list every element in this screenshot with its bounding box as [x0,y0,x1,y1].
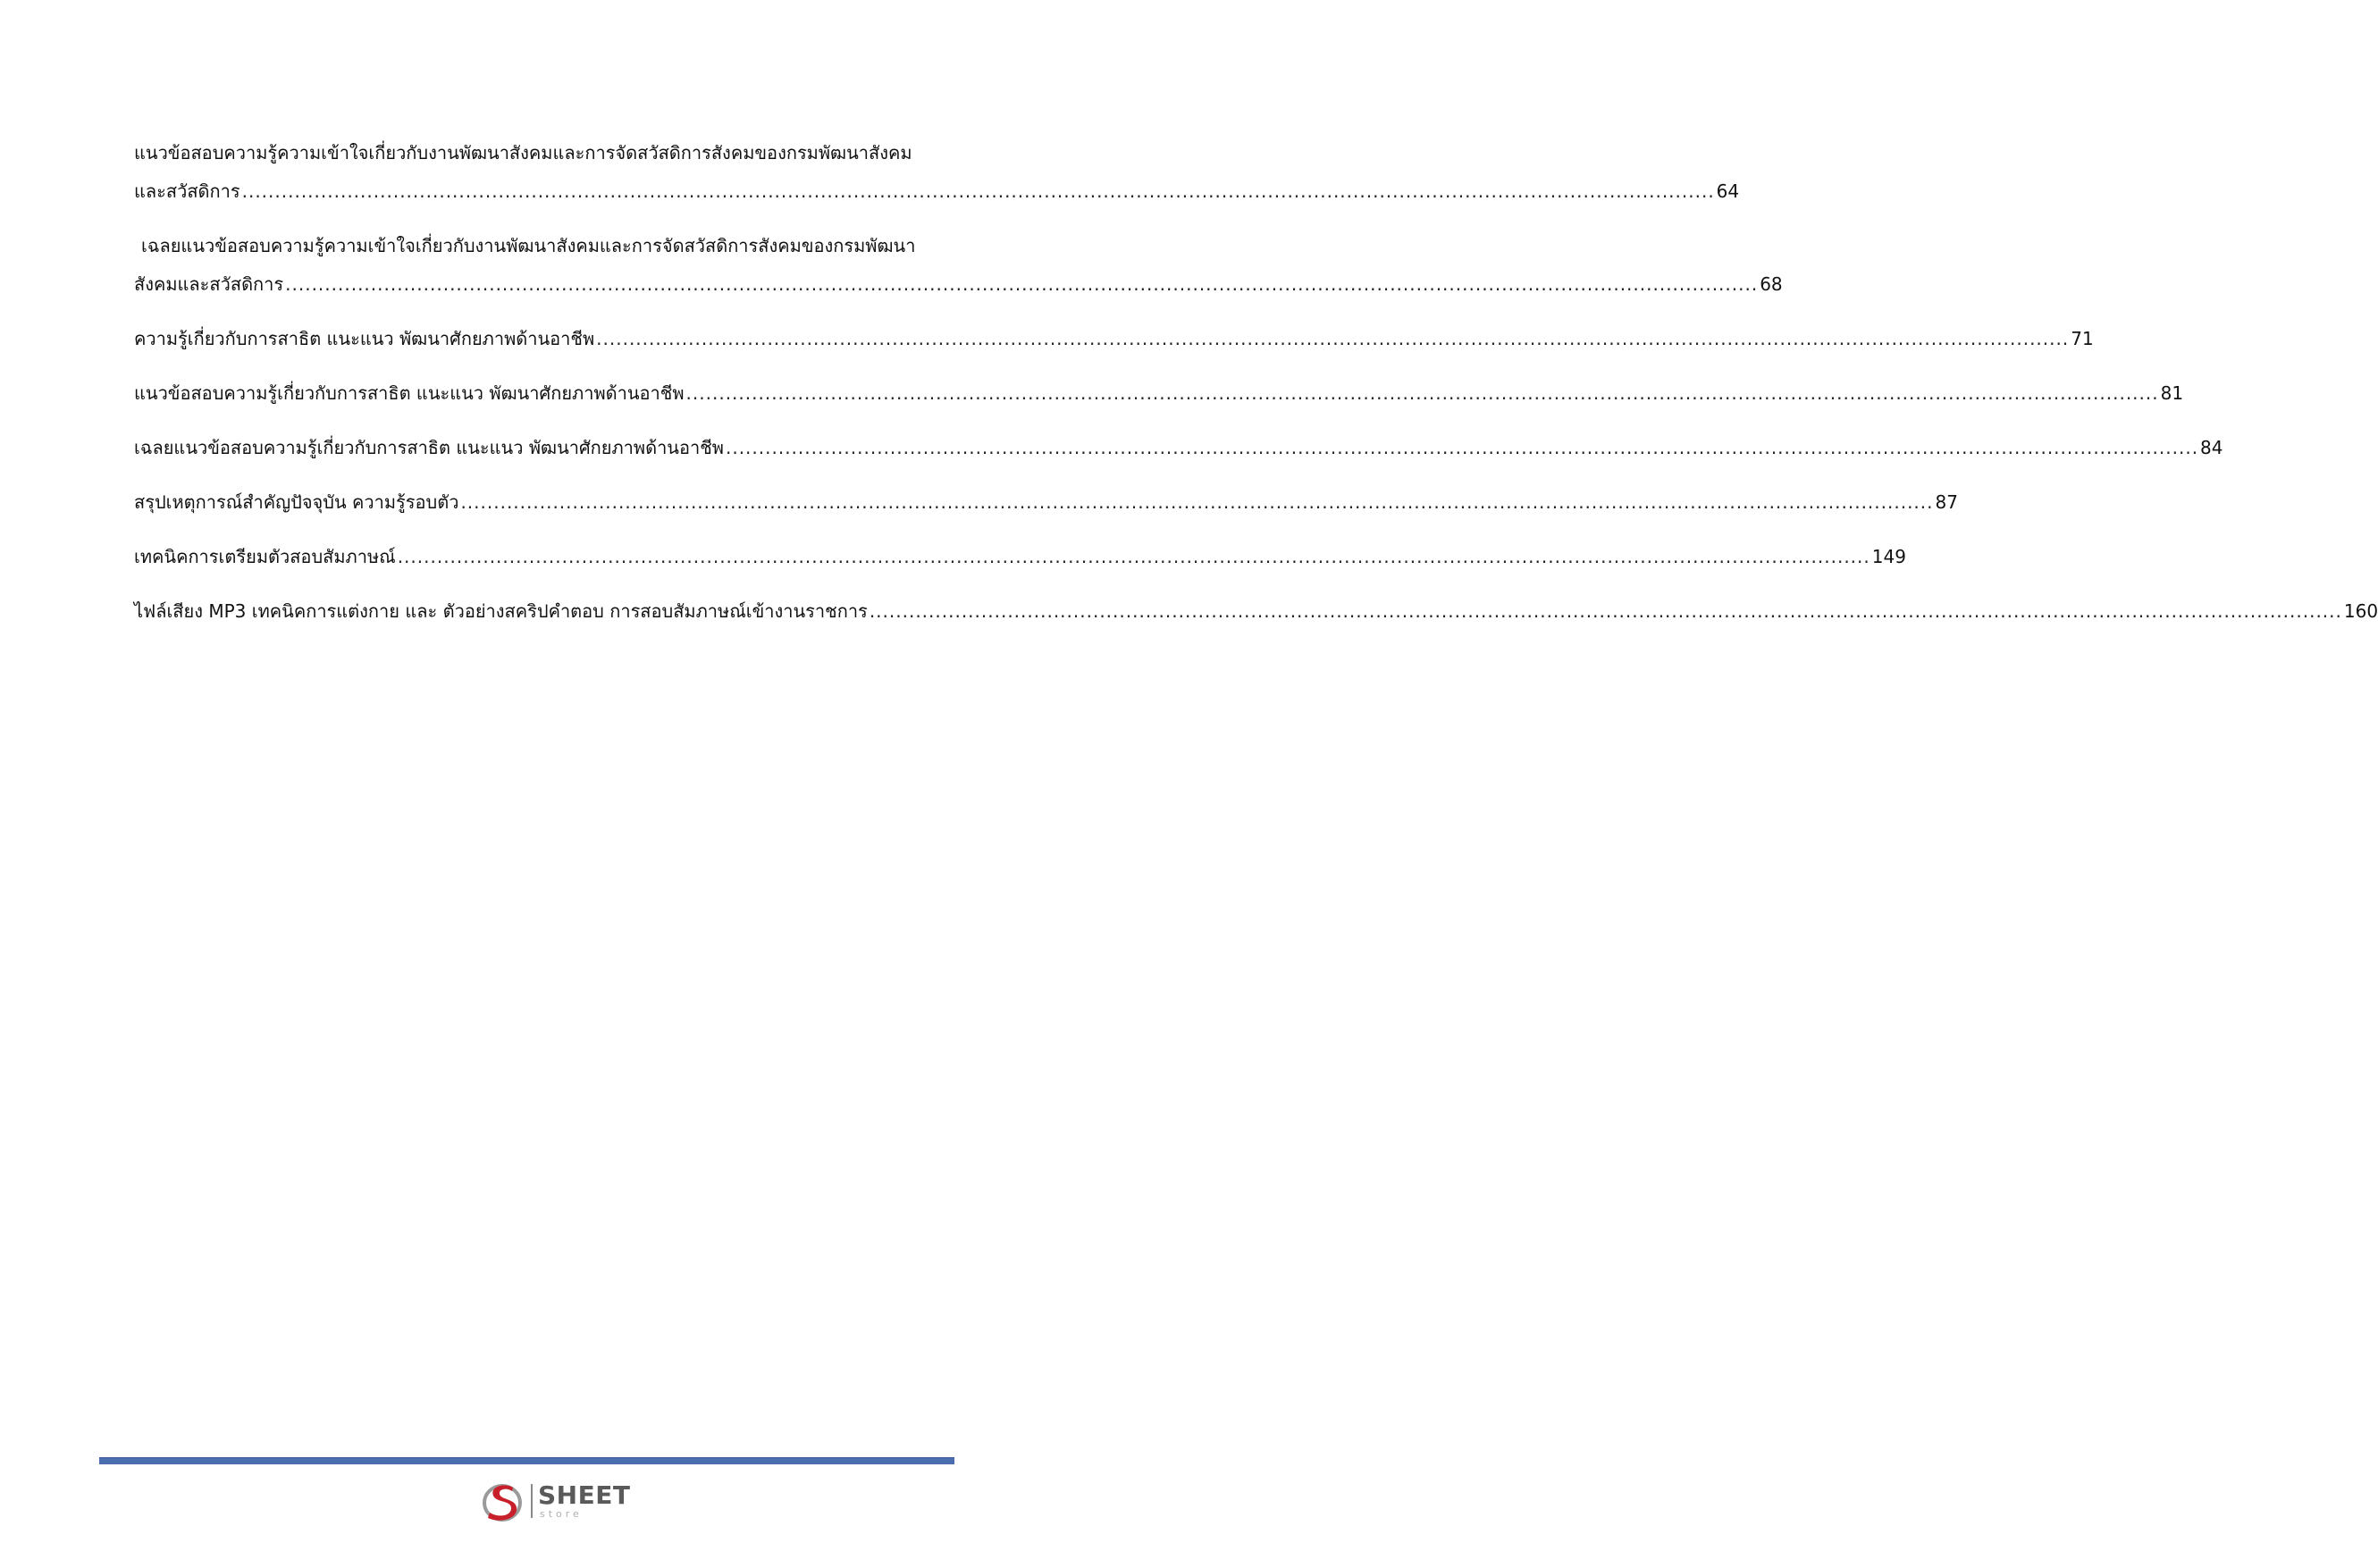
toc-entry[interactable] [134,429,2223,467]
dot-leader [726,429,2198,467]
dot-leader [460,483,1933,522]
logo-wordmark: SHEET [538,1480,631,1510]
toc-entry-title: สรุปเหตุการณ์สำคัญปัจจุบัน ความรู้รอบตัว [134,491,459,513]
logo-divider [531,1484,533,1518]
toc-entry-title-line1: แนวข้อสอบความรู้ความเข้าใจเกี่ยวกับงานพัฒนาสังคมและการจัดสวัสดิการสังคมของกรมพัฒนาสังคม [134,142,912,164]
toc-page-number: 71 [2071,328,2094,349]
dot-leader [686,374,2159,413]
logo-subtext: store [540,1508,583,1520]
toc-entry[interactable] [134,227,1783,304]
toc-entry[interactable] [134,538,1906,576]
dot-leader [285,265,1758,304]
toc-page-number: 149 [1871,546,1906,567]
toc-entry[interactable] [134,374,2184,413]
sheetstore-s-logo-icon [483,1479,525,1523]
toc-entry-title: สังคมและสวัสดิการ [134,273,284,295]
toc-entry[interactable] [134,134,1740,211]
footer-divider-bar [99,1457,954,1464]
toc-page-number: 68 [1760,273,1783,295]
toc-entry-title: เทคนิคการเตรียมตัวสอบสัมภาษณ์ [134,546,396,567]
dot-leader [242,172,1715,211]
toc-entry-title-line1: เฉลยแนวข้อสอบความรู้ความเข้าใจเกี่ยวกับงานพัฒนาสังคมและการจัดสวัสดิการสังคมของกรมพัฒนา [141,235,916,256]
toc-entry-title: และสวัสดิการ [134,180,240,202]
table-of-contents [134,134,2378,631]
toc-page-number: 81 [2160,382,2184,404]
toc-entry-title: ความรู้เกี่ยวกับการสาธิต แนะแนว พัฒนาศักยภาพด้านอาชีพ [134,328,595,349]
toc-entry-title: ไฟล์เสียง MP3 เทคนิคการแต่งกาย และ ตัวอย่างสคริปคำตอบ การสอบสัมภาษณ์เข้างานราชการ [134,600,868,622]
sheetstore-logo [483,1478,630,1524]
toc-entry[interactable] [134,483,1958,522]
toc-page-number: 84 [2200,437,2223,458]
toc-page-number: 87 [1935,491,1958,513]
toc-entry-title: แนวข้อสอบความรู้เกี่ยวกับการสาธิต แนะแนว พัฒนาศักยภาพด้านอาชีพ [134,382,685,404]
toc-entry[interactable] [134,592,2378,631]
toc-entry[interactable] [134,320,2094,358]
toc-page-number: 160 [2343,600,2378,622]
dot-leader [596,320,2069,358]
dot-leader [870,592,2342,631]
toc-entry-title: เฉลยแนวข้อสอบความรู้เกี่ยวกับการสาธิต แนะแนว พัฒนาศักยภาพด้านอาชีพ [134,437,724,458]
toc-page-number: 64 [1716,180,1740,202]
dot-leader [398,538,1870,576]
